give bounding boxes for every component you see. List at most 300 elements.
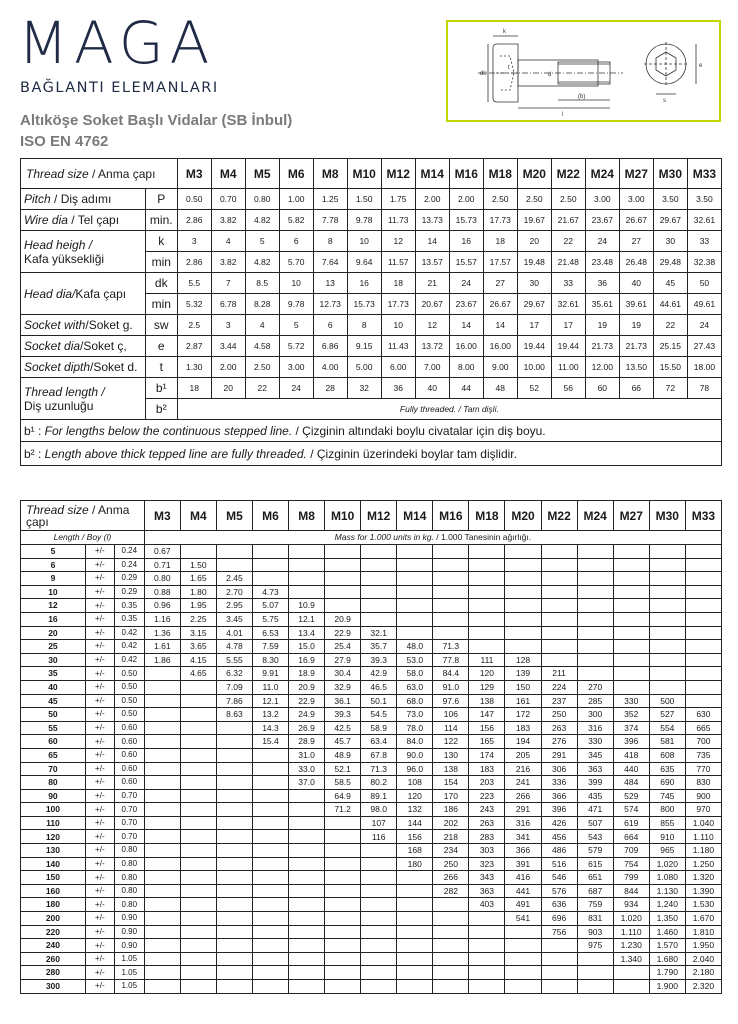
mass-value: [180, 721, 216, 735]
socket-depth-value: 9.00: [483, 357, 517, 378]
mass-value: 0.67: [144, 545, 180, 559]
wire-dia-value: 21.67: [551, 210, 585, 231]
mass-value: 37.0: [289, 776, 325, 790]
tolerance-sign: +/-: [85, 572, 114, 586]
tolerance-value: 0.80: [114, 898, 144, 912]
socket-dia-value: 11.43: [381, 336, 415, 357]
mass-value: 97.6: [433, 694, 469, 708]
table-row: [21, 884, 722, 898]
tolerance-sign: +/-: [85, 980, 114, 994]
tolerance-sign: +/-: [85, 857, 114, 871]
brand-logo: MAGA: [18, 9, 216, 77]
mass-value: 366: [505, 844, 541, 858]
head-height-min-value: 13.57: [415, 252, 449, 273]
tolerance-sign: +/-: [85, 912, 114, 926]
mass-value: 1.810: [685, 925, 721, 939]
mass-value: 7.86: [216, 694, 252, 708]
mass-value: 619: [613, 816, 649, 830]
head-height-min-value: 7.64: [313, 252, 347, 273]
length-value: 140: [21, 857, 86, 871]
thread-length-value: 48: [483, 378, 517, 399]
head-height-value: 30: [653, 231, 687, 252]
head-height-value: 6: [279, 231, 313, 252]
mass-value: 263: [541, 721, 577, 735]
mass-value: [144, 762, 180, 776]
length-value: 220: [21, 925, 86, 939]
mass-value: [144, 966, 180, 980]
brand-tagline: BAĞLANTI ELEMANLARI: [20, 80, 219, 96]
length-value: 300: [21, 980, 86, 994]
mass-value: 735: [685, 748, 721, 762]
mass-value: [325, 871, 361, 885]
mass-value: 263: [469, 816, 505, 830]
mass-thread-size-en: Thread size: [26, 502, 89, 517]
length-header: [21, 531, 145, 545]
mass-value: 363: [577, 762, 613, 776]
mass-value: [613, 545, 649, 559]
mass-value: 63.0: [397, 680, 433, 694]
socket-dia-label-en: Socket dia: [24, 339, 81, 353]
socket-dia-value: 3.44: [211, 336, 245, 357]
mass-value: [433, 966, 469, 980]
mass-value: 1.080: [649, 871, 685, 885]
head-dia-min-value: 26.67: [483, 294, 517, 315]
mass-value: [397, 599, 433, 613]
length-value: 12: [21, 599, 86, 613]
mass-value: [433, 612, 469, 626]
table-row: [21, 898, 722, 912]
tolerance-value: 0.80: [114, 844, 144, 858]
mass-value: 543: [577, 830, 613, 844]
socket-depth-value: 2.50: [245, 357, 279, 378]
mass-value: [144, 803, 180, 817]
size-header: M27: [619, 159, 653, 189]
socket-dia-value: 21.73: [619, 336, 653, 357]
mass-value: [216, 884, 252, 898]
head-height-min-value: 29.48: [653, 252, 687, 273]
mass-table: [20, 500, 722, 994]
socket-width-label-en: Socket with: [24, 318, 86, 332]
mass-value: [180, 952, 216, 966]
thread-size-en: Thread size: [26, 166, 89, 181]
mass-value: 243: [469, 803, 505, 817]
mass-value: 1.86: [144, 653, 180, 667]
length-value: 9: [21, 572, 86, 586]
mass-value: 2.320: [685, 980, 721, 994]
mass-value: 8.30: [252, 653, 288, 667]
mass-value: 270: [577, 680, 613, 694]
table-row: [21, 680, 722, 694]
socket-dia-value: 13.72: [415, 336, 449, 357]
length-value: 70: [21, 762, 86, 776]
mass-value: 0.88: [144, 585, 180, 599]
size-header: M4: [211, 159, 245, 189]
mass-value: 800: [649, 803, 685, 817]
mass-value: 745: [649, 789, 685, 803]
mass-value: [505, 925, 541, 939]
wire-dia-label: [21, 210, 146, 231]
mass-value: [541, 612, 577, 626]
mass-value: [433, 558, 469, 572]
size-header: M8: [313, 159, 347, 189]
table-row: [21, 871, 722, 885]
mass-value: 500: [649, 694, 685, 708]
thread-length-value: 78: [687, 378, 721, 399]
mass-value: [252, 748, 288, 762]
mass-value: 396: [613, 735, 649, 749]
mass-value: 13.2: [252, 708, 288, 722]
head-dia-min-value: 39.61: [619, 294, 653, 315]
tolerance-value: 0.90: [114, 912, 144, 926]
head-height-value: 18: [483, 231, 517, 252]
length-value: 260: [21, 952, 86, 966]
head-dia-min-value: 5.32: [177, 294, 211, 315]
mass-value: 1.950: [685, 939, 721, 953]
mass-value: 1.240: [649, 898, 685, 912]
note1-en: For lengths below the continuous stepped line.: [44, 423, 293, 438]
mass-value: 1.65: [180, 572, 216, 586]
mass-value: 174: [469, 748, 505, 762]
size-header: M12: [381, 159, 415, 189]
mass-value: 128: [505, 653, 541, 667]
mass-value: 336: [541, 776, 577, 790]
mass-value: [397, 545, 433, 559]
mass-value: [325, 816, 361, 830]
head-height-min-value: 9.64: [347, 252, 381, 273]
mass-value: 285: [577, 694, 613, 708]
mass-value: [541, 640, 577, 654]
mass-value: [469, 545, 505, 559]
mass-value: [469, 980, 505, 994]
head-dia-value: 50: [687, 273, 721, 294]
mass-value: [613, 585, 649, 599]
mass-value: [180, 830, 216, 844]
mass-value: [541, 939, 577, 953]
head-height-min-value: 32.38: [687, 252, 721, 273]
mass-value: [252, 857, 288, 871]
mass-value: 1.340: [613, 952, 649, 966]
mass-value: [180, 735, 216, 749]
tolerance-sign: +/-: [85, 830, 114, 844]
socket-depth-value: 3.00: [279, 357, 313, 378]
mass-value: 831: [577, 912, 613, 926]
thread-length-value: 52: [517, 378, 551, 399]
mass-value: 316: [577, 721, 613, 735]
mass-value: [289, 898, 325, 912]
head-dia-min-value: 23.67: [449, 294, 483, 315]
socket-dia-value: 4.58: [245, 336, 279, 357]
mass-value: [685, 667, 721, 681]
mass-value: [289, 585, 325, 599]
mass-value: 546: [541, 871, 577, 885]
mass-value: [361, 844, 397, 858]
mass-value: [361, 857, 397, 871]
mass-value: [216, 939, 252, 953]
mass-size-header: M24: [577, 501, 613, 531]
mass-value: [649, 667, 685, 681]
mass-value: [180, 762, 216, 776]
mass-value: 975: [577, 939, 613, 953]
thread-length-value: 28: [313, 378, 347, 399]
thread-length-value: 66: [619, 378, 653, 399]
mass-value: [613, 599, 649, 613]
mass-size-header: M22: [541, 501, 577, 531]
mass-value: [361, 898, 397, 912]
mass-value: [685, 545, 721, 559]
mass-value: [144, 871, 180, 885]
mass-value: [505, 626, 541, 640]
tolerance-value: 0.50: [114, 694, 144, 708]
mass-value: 90.0: [397, 748, 433, 762]
pitch-value: 0.70: [211, 189, 245, 210]
mass-value: 529: [613, 789, 649, 803]
size-header: M14: [415, 159, 449, 189]
mass-value: [325, 857, 361, 871]
mass-value: 1.110: [613, 925, 649, 939]
mass-value: 98.0: [361, 803, 397, 817]
thread-length-symbol: b¹: [145, 378, 177, 399]
mass-value: [252, 898, 288, 912]
mass-value: [216, 545, 252, 559]
dim-t: t: [508, 65, 510, 71]
mass-thread-size-header: [21, 501, 145, 531]
pitch-value: 2.00: [415, 189, 449, 210]
mass-value: 416: [505, 871, 541, 885]
head-dia-value: 7: [211, 273, 245, 294]
socket-depth-value: 18.00: [687, 357, 721, 378]
mass-value: [289, 545, 325, 559]
length-value: 10: [21, 585, 86, 599]
mass-value: [252, 925, 288, 939]
mass-value: 2.040: [685, 952, 721, 966]
mass-value: [216, 925, 252, 939]
mass-value: [397, 572, 433, 586]
mass-value: 527: [649, 708, 685, 722]
tolerance-value: 0.29: [114, 572, 144, 586]
mass-value: [289, 558, 325, 572]
mass-value: [685, 572, 721, 586]
mass-value: [180, 748, 216, 762]
head-height-value: 14: [415, 231, 449, 252]
mass-value: 756: [541, 925, 577, 939]
head-dia-min-value: 17.73: [381, 294, 415, 315]
socket-depth-value: 11.00: [551, 357, 585, 378]
socket-width-value: 22: [653, 315, 687, 336]
head-height-min-value: 23.48: [585, 252, 619, 273]
socket-depth-value: 15.50: [653, 357, 687, 378]
socket-width-value: 17: [517, 315, 551, 336]
mass-value: 108: [397, 776, 433, 790]
mass-value: [289, 966, 325, 980]
mass-value: 276: [541, 735, 577, 749]
head-dia-value: 27: [483, 273, 517, 294]
mass-value: [216, 558, 252, 572]
mass-value: 48.0: [397, 640, 433, 654]
mass-value: 1.790: [649, 966, 685, 980]
mass-value: 900: [685, 789, 721, 803]
table-row: [21, 545, 722, 559]
mass-value: [397, 939, 433, 953]
mass-value: [325, 558, 361, 572]
mass-value: [325, 925, 361, 939]
head-height-value: 27: [619, 231, 653, 252]
mass-value: [397, 884, 433, 898]
mass-value: [397, 585, 433, 599]
mass-value: [469, 640, 505, 654]
mass-value: 156: [469, 721, 505, 735]
mass-value: [361, 939, 397, 953]
mass-value: 114: [433, 721, 469, 735]
socket-depth-label-tr: /Soket d.: [90, 360, 138, 374]
mass-value: [144, 789, 180, 803]
thread-length-value: 60: [585, 378, 619, 399]
mass-value: 45.7: [325, 735, 361, 749]
head-height-value: 20: [517, 231, 551, 252]
mass-value: 507: [577, 816, 613, 830]
mass-value: 5.75: [252, 612, 288, 626]
head-dia-value: 13: [313, 273, 347, 294]
socket-width-value: 14: [483, 315, 517, 336]
mass-value: [144, 735, 180, 749]
pitch-value: 2.50: [517, 189, 551, 210]
mass-value: [541, 572, 577, 586]
mass-value: [216, 857, 252, 871]
socket-dia-value: 5.72: [279, 336, 313, 357]
head-height-value: 12: [381, 231, 415, 252]
mass-value: [577, 626, 613, 640]
socket-depth-value: 5.00: [347, 357, 381, 378]
mass-value: [577, 640, 613, 654]
mass-value: [252, 966, 288, 980]
mass-value: 111: [469, 653, 505, 667]
mass-value: 15.4: [252, 735, 288, 749]
head-dia-value: 8.5: [245, 273, 279, 294]
socket-dia-value: 6.86: [313, 336, 347, 357]
head-dia-en: Head dia/: [24, 286, 76, 301]
mass-value: [289, 857, 325, 871]
mass-value: 250: [433, 857, 469, 871]
mass-value: 374: [613, 721, 649, 735]
mass-value: 696: [541, 912, 577, 926]
mass-value: 581: [649, 735, 685, 749]
mass-value: 63.4: [361, 735, 397, 749]
mass-value: [252, 762, 288, 776]
mass-value: 1.040: [685, 816, 721, 830]
table-row: [21, 558, 722, 572]
mass-value: 970: [685, 803, 721, 817]
mass-value: [433, 626, 469, 640]
socket-depth-value: 12.00: [585, 357, 619, 378]
mass-value: 363: [469, 884, 505, 898]
mass-value: [469, 585, 505, 599]
mass-value: 903: [577, 925, 613, 939]
mass-value: 574: [613, 803, 649, 817]
head-height-value: 10: [347, 231, 381, 252]
mass-value: [289, 844, 325, 858]
head-dia-tr: Kafa çapı: [75, 286, 127, 301]
mass-value: 78.0: [397, 721, 433, 735]
head-height-label: [21, 231, 146, 273]
dim-d: d: [548, 72, 552, 78]
socket-depth-value: 10.00: [517, 357, 551, 378]
size-header: M16: [449, 159, 483, 189]
mass-value: [252, 803, 288, 817]
socket-depth-value: 13.50: [619, 357, 653, 378]
mass-value: 1.530: [685, 898, 721, 912]
mass-value: [180, 789, 216, 803]
mass-value: 541: [505, 912, 541, 926]
mass-value: [361, 980, 397, 994]
mass-value: 52.1: [325, 762, 361, 776]
table-row: [21, 776, 722, 790]
mass-value: 39.3: [361, 653, 397, 667]
length-value: 280: [21, 966, 86, 980]
socket-dia-label: [21, 336, 146, 357]
mass-value: 183: [505, 721, 541, 735]
mass-value: 30.4: [325, 667, 361, 681]
table-row: [21, 572, 722, 586]
mass-value: [397, 612, 433, 626]
length-value: 55: [21, 721, 86, 735]
mass-value: [144, 844, 180, 858]
tolerance-value: 1.05: [114, 952, 144, 966]
mass-value: [325, 980, 361, 994]
mass-value: 107: [361, 816, 397, 830]
mass-value: 1.570: [649, 939, 685, 953]
page-title: Altıköşe Soket Başlı Vidalar (SB İnbul): [20, 112, 293, 129]
mass-value: 186: [433, 803, 469, 817]
mass-value: [289, 572, 325, 586]
mass-value: [144, 816, 180, 830]
mass-value: [541, 980, 577, 994]
mass-value: [361, 871, 397, 885]
mass-value: [469, 939, 505, 953]
tolerance-value: 0.35: [114, 612, 144, 626]
mass-value: [180, 925, 216, 939]
mass-value: 636: [541, 898, 577, 912]
mass-value: 89.1: [361, 789, 397, 803]
mass-value: 138: [469, 694, 505, 708]
thread-length-label: [21, 378, 146, 420]
head-height-value: 24: [585, 231, 619, 252]
head-dia-value: 36: [585, 273, 619, 294]
pitch-value: 1.00: [279, 189, 313, 210]
tolerance-value: 0.24: [114, 545, 144, 559]
mass-value: [144, 680, 180, 694]
mass-value: 161: [505, 694, 541, 708]
head-height-en: Head heigh /: [24, 237, 93, 252]
mass-size-header: M10: [325, 501, 361, 531]
mass-value: [541, 653, 577, 667]
mass-value: [325, 884, 361, 898]
mass-value: [361, 572, 397, 586]
mass-value: 12.1: [252, 694, 288, 708]
mass-value: 14.3: [252, 721, 288, 735]
note1-tr: / Çizginin altındaki boylu civatalar için diş boyu.: [292, 423, 546, 438]
mass-value: [325, 939, 361, 953]
mass-value: [252, 912, 288, 926]
length-value: 120: [21, 830, 86, 844]
mass-value: 205: [505, 748, 541, 762]
mass-value: [180, 912, 216, 926]
tolerance-value: 0.60: [114, 776, 144, 790]
technical-drawing: [446, 20, 721, 122]
tolerance-value: 0.70: [114, 803, 144, 817]
socket-depth-value: 4.00: [313, 357, 347, 378]
size-header: M3: [177, 159, 211, 189]
mass-value: [361, 545, 397, 559]
socket-width-value: 5: [279, 315, 313, 336]
